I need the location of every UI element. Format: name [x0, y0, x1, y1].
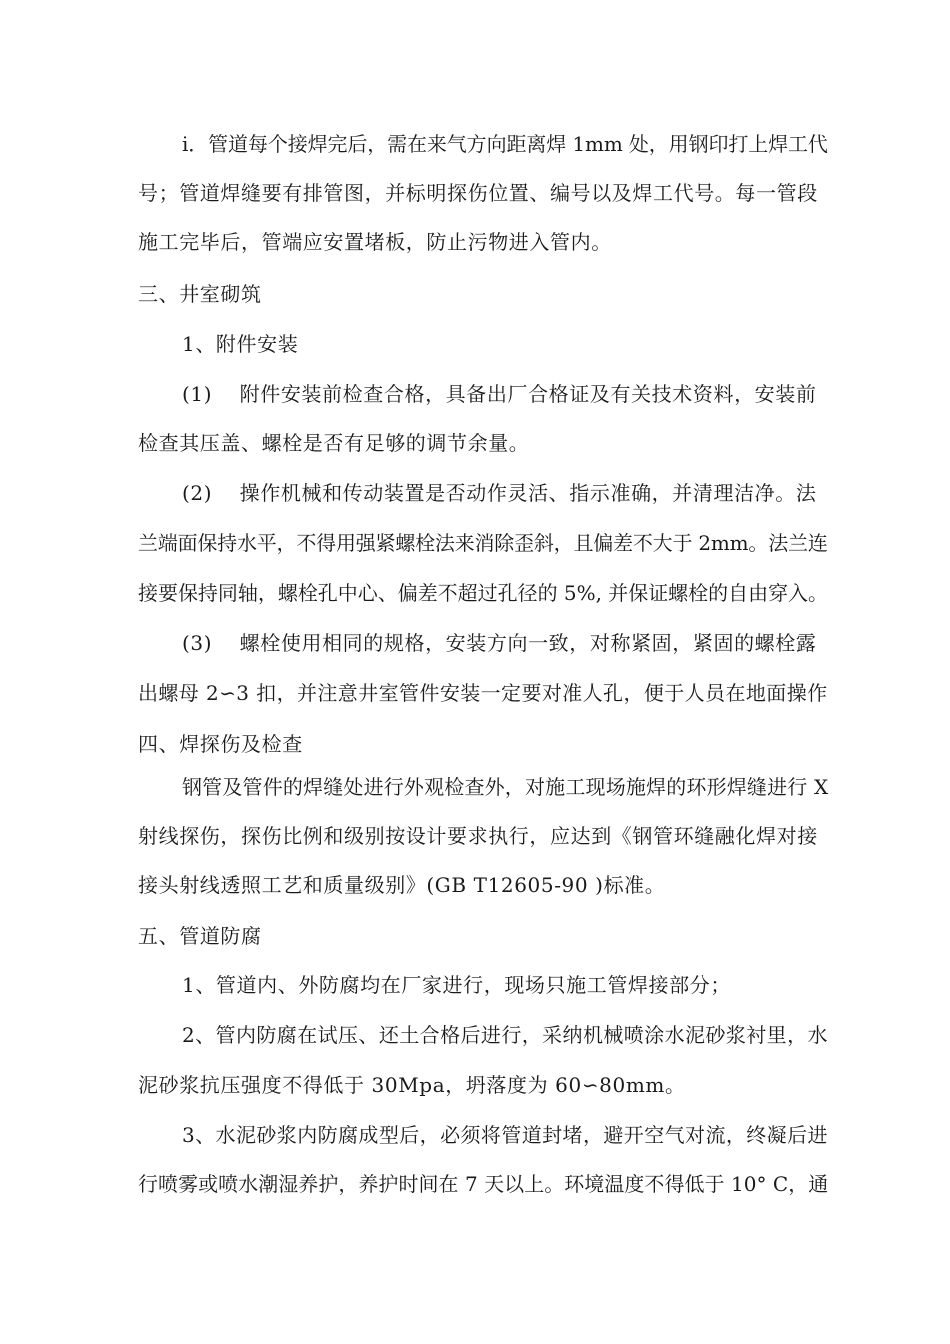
text-line: i．管道每个接焊完后，需在来气方向距离焊 1mm 处，用钢印打上焊工代: [182, 132, 828, 156]
text-line: (3) 螺栓使用相同的规格，安装方向一致，对称紧固，紧固的螺栓露: [182, 631, 817, 655]
text-line: 射线探伤，探伤比例和级别按设计要求执行，应达到《钢管环缝融化焊对接: [138, 824, 818, 848]
subsection-heading: 1、附件安装: [182, 332, 299, 356]
text-line: 3、水泥砂浆内防腐成型后，必须将管道封堵，避开空气对流，终凝后进: [182, 1123, 828, 1147]
text-line: (1) 附件安装前检查合格，具备出厂合格证及有关技术资料，安装前: [182, 382, 817, 406]
text-line: 检查其压盖、螺栓是否有足够的调节余量。: [138, 431, 530, 455]
text-line: 钢管及管件的焊缝处进行外观检查外，对施工现场施焊的环形焊缝进行 X: [182, 775, 829, 799]
text-line: 出螺母 2∽3 扣，并注意井室管件安装一定要对准人孔，便于人员在地面操作: [138, 681, 828, 705]
text-line: 行喷雾或喷水潮湿养护，养护时间在 7 天以上。环境温度不得低于 10° C，通: [138, 1172, 829, 1196]
text-line: 接要保持同轴，螺栓孔中心、偏差不超过孔径的 5%, 并保证螺栓的自由穿入。: [138, 581, 829, 605]
section-heading: 三、井室砌筑: [138, 282, 262, 306]
section-heading: 四、焊探伤及检查: [138, 732, 303, 756]
text-line: 号；管道焊缝要有排管图，并标明探伤位置、编号以及焊工代号。每一管段: [138, 181, 818, 205]
text-line: (2) 操作机械和传动装置是否动作灵活、指示准确，并清理洁净。法: [182, 481, 817, 505]
text-line: 施工完毕后，管端应安置堵板，防止污物进入管内。: [138, 230, 612, 254]
text-line: 2、管内防腐在试压、还土合格后进行，采纳机械喷涂水泥砂浆衬里，水: [182, 1023, 828, 1047]
text-line: 接头射线透照工艺和质量级别》(GB T12605-90 )标准。: [138, 873, 666, 897]
text-line: 泥砂浆抗压强度不得低于 30Mpa，坍落度为 60∽80mm。: [138, 1073, 686, 1097]
section-heading: 五、管道防腐: [138, 924, 262, 948]
text-line: 兰端面保持水平，不得用强紧螺栓法来消除歪斜，且偏差不大于 2mm。法兰连: [138, 531, 828, 555]
text-line: 1、管道内、外防腐均在厂家进行，现场只施工管焊接部分；: [182, 973, 731, 997]
